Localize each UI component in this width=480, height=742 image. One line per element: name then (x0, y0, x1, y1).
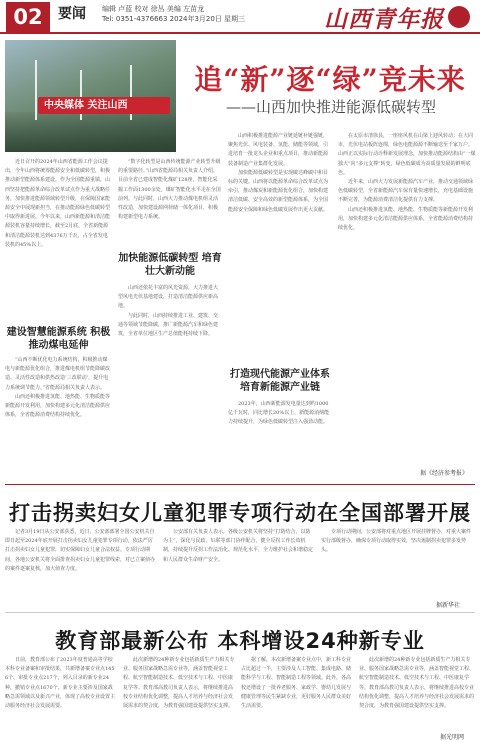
body-paragraph: 山西还积极推进氢能、地热能、生物质能等新能源开发利用，加快构建多元化清洁能源供应体系，全省能源消费结构持续优化。 (5, 393, 111, 419)
section-subheading: 建设智慧能源系统 积极推动煤电延伸 (6, 327, 111, 351)
body-paragraph: 此次新增的24种新专业包括新质生产力相关专业、服务国家战略急需专业等，涵盖智能视觉工程、航空智能制造技术、低空技术与工程、中医康复学等。教育部高教司负责人表示，将继续推进高校专业结构优化调整，提高人才培养与经济社会发展需求的契合度，为教育强国建设提供坚实支撑。 (359, 657, 475, 710)
divider (5, 484, 475, 485)
wind-farm-photo (5, 40, 176, 152)
body-paragraph: 在太原市清徐县，一座座风机在山梁上迎风转动；在大同市，光伏电站板阵连绵，绿色电能源源不断输送至千家万户。山西正以实际行动诠释新发展理念，加快推动能源结构由“一煤独大”向“多元支撑”转变，绿色低碳成为高质量发展的鲜明底色。 (338, 133, 476, 176)
emblem-icon (448, 6, 470, 28)
body-paragraph: 日前，教育部公布了2023年度普通高等学校本科专业备案和审批结果，共新增备案专业点1456个、审批专业点217个，列入目录的新专业24种，撤销专业点1670个。新专业主要涉及国家战略急需领域以及新兴产业，体现了高校专业设置主动服务经济社会发展需要。 (5, 657, 116, 710)
divider (5, 612, 475, 613)
body-paragraph: 近年来，山西大力发展新能源汽车产业，推动交通领域绿色低碳转型，全省新能源汽车保有量快速增长，充电基础设施不断完善，为能源消费清洁化提供有力支撑。 (338, 179, 474, 204)
article-column-1b (5, 356, 112, 480)
article-column-3b (228, 400, 332, 480)
article2-column-1 (5, 528, 157, 608)
body-paragraph: 专项行动期间，公安部将对重点地区开展挂牌督办，对重大案件实行部级督办，确保专项行动取得实效，坚决遏制拐卖犯罪多发势头。 (321, 529, 472, 554)
article-source: 据光明网 (440, 734, 465, 741)
article-column-3 (228, 132, 332, 364)
section-subheading: 打造现代能源产业体系 培育新能源产业链 (230, 369, 330, 393)
body-paragraph: 与此同时，山西持续推进工业、建筑、交通等领域节能降碳，推广新能源汽车和绿色建筑，全省单位地区生产总值能耗持续下降。 (118, 312, 219, 338)
article-source: 据《经济参考报》 (420, 470, 469, 477)
body-paragraph: “山西不断优化电力系统结构，积极推动煤电与新能源优化组合，推进煤电机组节能降碳改造、灵活性改造和供热改造‘三改联动’，提升电力系统调节能力。”省能源局相关负责人表示。 (5, 357, 111, 391)
article-column-4 (338, 132, 476, 466)
body-paragraph: 记者3月19日从公安部获悉，近日，公安部部署全国公安机关自即日起至2024年底开展打击拐卖妇女儿童犯罪专项行动，依法严厉打击拐卖妇女儿童犯罪，切实保障妇女儿童合法权益。专项行动期间，各地公安机关将全面排查拐卖妇女儿童犯罪线索，对已立案侦办的案件逐案复核，加大侦查力度。 (5, 529, 156, 572)
body-paragraph: 近日召开的2024年山西省能源工作会议提出，今年山西将统筹能源安全和低碳转型，积极推动新型能源体系建设。作为全国能源重镇，山西坚持把能源革命综合改革试点作为重大战略任务，加快推进能源领域转型升级，在保障国家能源安全中展现新担当，在推动能源绿色低碳转型中取得新进展。今年以来，山西新能源和清洁能源装机容量持续增长，截至2月底，全省新能源和清洁能源装机达到4376万千瓦，占全省发电装机的45%以上。 (5, 159, 111, 248)
article-column-2b (118, 284, 222, 480)
body-paragraph: 加快能源低碳转型是实现碳达峰碳中和目标的关键。山西将以能源革命综合改革试点为牵引，推动煤炭和新能源优化组合，加快构建清洁低碳、安全高效的新型能源体系，为全国能源安全保障和绿色低碳发展作出更大贡献。 (228, 169, 329, 213)
article-source: 据新华社 (436, 602, 461, 609)
article-column-1 (5, 158, 112, 322)
body-paragraph: 山西还积极推进氢能、地热能、生物质能等新能源开发利用，加快构建多元化清洁能源供应体系，全省能源消费结构持续优化。 (338, 206, 474, 232)
article3-column-2 (123, 656, 235, 740)
body-paragraph: “数字化转型是山西传统能源产业转型升级的重要路径。”山西省能源局相关负责人介绍，目前全省已建成智能化煤矿128座，智能化采掘工作面1300余处，煤矿智能化水平走在全国前列。与此同时，山西大力推动煤电机组灵活性改造，加快建设源网荷储一体化项目，积极构建新型电力系统。 (118, 159, 221, 221)
editor-credits: 编辑 卢蓝 校对 徐丛 美编 左苗龙 (102, 5, 205, 13)
article3-column-1 (5, 656, 117, 740)
main-subhead: ——山西加快推进能源低碳转型 (226, 98, 437, 116)
main-headline: 追“新”逐“绿”竞未来 (194, 63, 466, 96)
article3-column-4 (359, 656, 475, 730)
body-paragraph: 公安部有关负责人表示，各级公安机关将坚持“打防结合、以防为主”，深化与民政、妇联等部门协作配合，健全反拐工作长效机制，持续提升反拐工作法治化、规范化水平，全力维护社会和谐稳定和人民群众生命财产安全。 (163, 529, 314, 563)
media-badge: 中央媒体 关注山西 (38, 97, 170, 114)
article2-headline: 打击拐卖妇女儿童犯罪专项行动在全国部署开展 (9, 501, 471, 525)
body-paragraph: 2023年，山西新能源发电量达到约1000亿千瓦时，同比增长20%以上，新能源消纳能力持续提升，为绿色低碳转型注入强劲动能。 (228, 401, 330, 426)
article2-column-3 (321, 528, 475, 598)
issue-date: Tel: 0351-4376663 2024年3月20日 星期三 (102, 15, 246, 23)
section-subheading: 加快能源低碳转型 培育壮大新动能 (118, 253, 222, 277)
body-paragraph: 山西积极推进能源产业链延链补链强链，聚焦光伏、风电装备、氢能、储能等领域，引进培育一批龙头企业和重点项目，推动新能源装备制造产业集群化发展。 (228, 133, 329, 167)
section-title: 要闻 (58, 6, 86, 22)
body-paragraph: 据了解，本次新增备案专业点中，新工科专业占比超过一半，主要涉及人工智能、集成电路、储能科学与工程、智能制造工程等领域。此外，各高校还增设了一批养老服务、家政学、婴幼儿发展与健康管理等民生紧缺专业，更好服务人民群众美好生活需要。 (241, 657, 352, 710)
body-paragraph: 此次新增的24种新专业包括新质生产力相关专业、服务国家战略急需专业等，涵盖智能视觉工程、航空智能制造技术、低空技术与工程、中医康复学等。教育部高教司负责人表示，将继续推进高校专业结构优化调整，提高人才培养与经济社会发展需求的契合度，为教育强国建设提供坚实支撑。 (123, 657, 235, 710)
body-paragraph: 山西还依托丰富的风光资源，大力推进大型风电光伏基地建设，打造清洁能源供应新高地。 (118, 285, 219, 310)
article2-column-2 (163, 528, 315, 608)
wind-turbine-icon (35, 60, 37, 120)
page-number: 02 (6, 2, 50, 32)
masthead (0, 0, 480, 34)
article3-headline: 教育部最新公布 本科增设24种新专业 (55, 629, 425, 653)
article3-column-3 (241, 656, 353, 740)
newspaper-logo: 山西青年报 (324, 6, 444, 33)
